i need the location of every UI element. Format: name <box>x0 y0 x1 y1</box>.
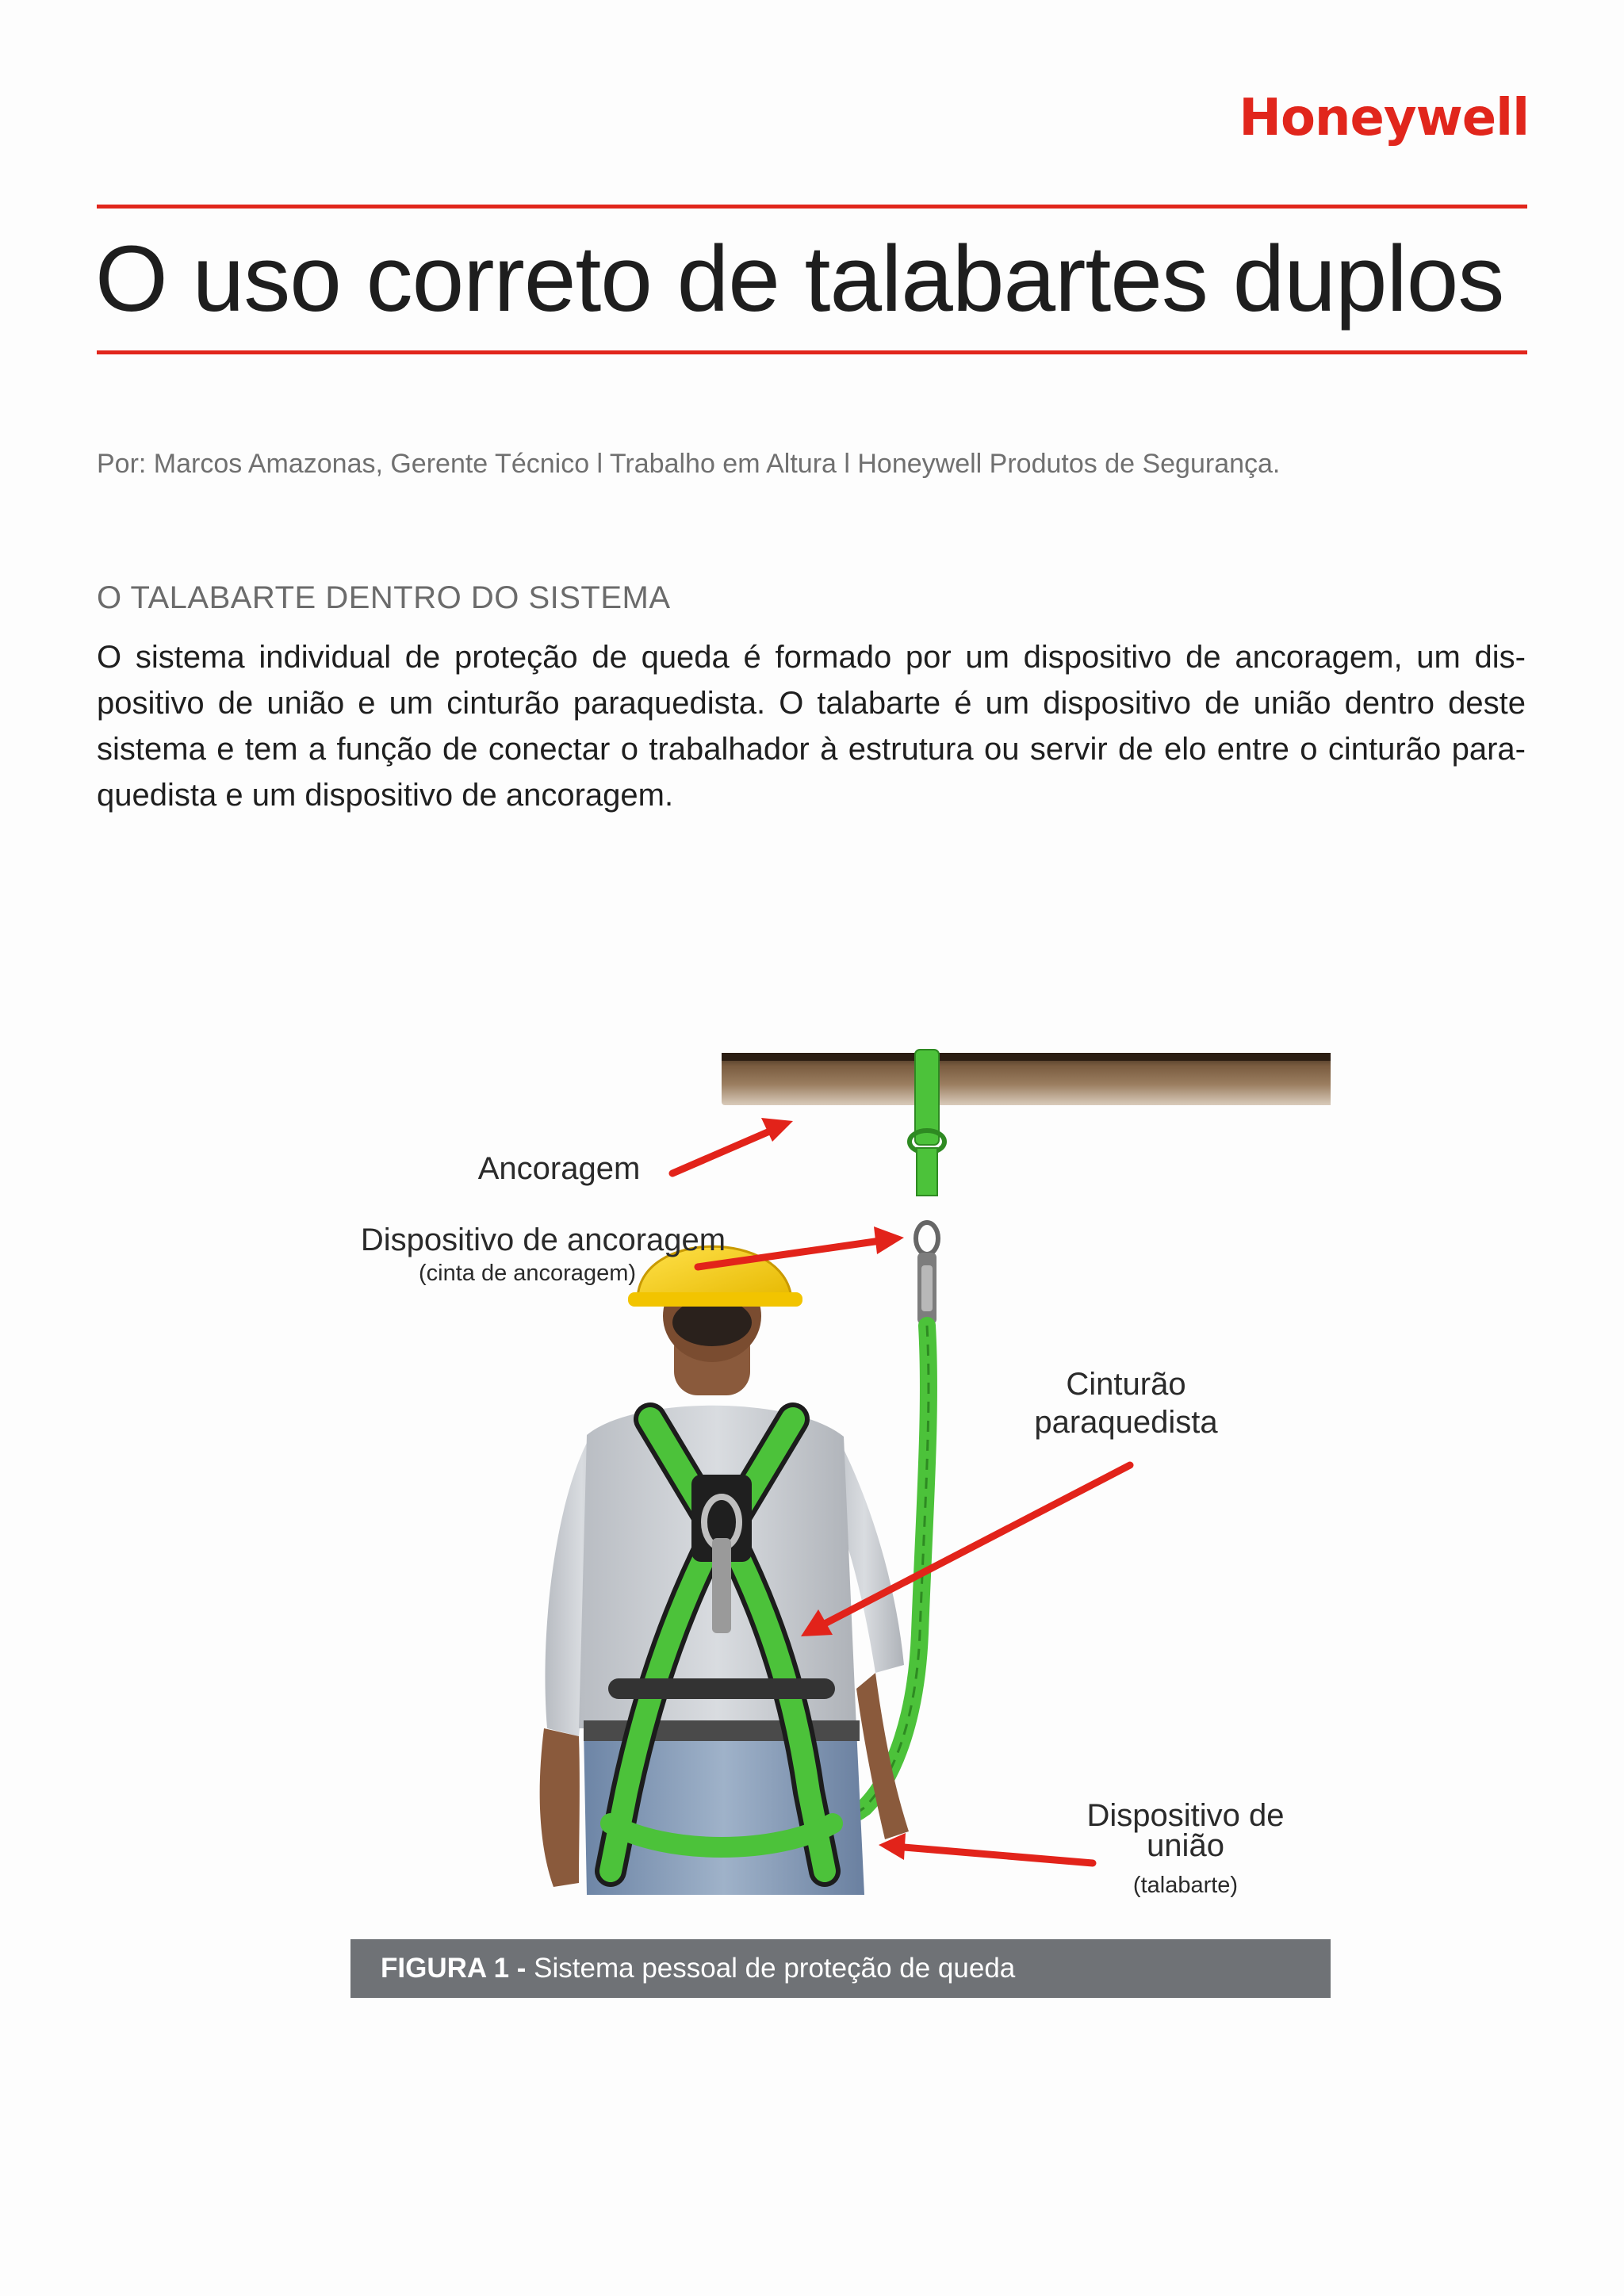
byline: Por: Marcos Amazonas, Gerente Técnico l Trabalho em Altura l Honeywell Produtos de Segurança. <box>97 449 1281 479</box>
page-title: O uso correto de talabartes duplos <box>95 227 1504 331</box>
section-paragraph: O sistema individual de proteção de queda é formado por um dispositivo de ancoragem, um dispositivo de união e um cinturão paraquedista. O talabarte é um dispositivo de união dentro deste sistema e tem a função de conectar o trabalhador à estrutura ou servir de elo entre o cinturão paraquedista e um dispositivo de ancoragem. <box>97 640 1526 813</box>
anchorage-strap <box>910 1050 944 1324</box>
label-ancoragem: Ancoragem <box>477 1151 641 1186</box>
label-cinturao-line1: Cinturão <box>1066 1367 1186 1402</box>
section-heading: O TALABARTE DENTRO DO SISTEMA <box>97 580 671 615</box>
label-dispositivo-uniao-sub: (talabarte) <box>1132 1873 1239 1898</box>
label-dispositivo-uniao-line2: união <box>1147 1828 1224 1863</box>
figure-caption <box>350 1939 1331 1998</box>
label-dispositivo-ancoragem-sub: (cinta de ancoragem) <box>418 1261 637 1286</box>
honeywell-logo: Honeywell <box>1239 89 1529 147</box>
caption-text: Sistema pessoal de proteção de queda <box>526 1953 1016 1984</box>
title-rule-bottom <box>97 350 1527 354</box>
title-rule-top <box>97 205 1527 209</box>
anchorage-beam <box>722 1053 1331 1105</box>
arrow-dispositivo-uniao <box>879 1833 1093 1863</box>
label-dispositivo-uniao-line1: Dispositivo de <box>1086 1798 1285 1833</box>
caption-number: FIGURA 1 - <box>381 1953 527 1984</box>
arrow-ancoragem <box>672 1118 793 1173</box>
figure-fall-protection <box>349 1031 1331 1938</box>
label-cinturao-line2: paraquedista <box>1034 1405 1218 1440</box>
label-dispositivo-ancoragem: Dispositivo de ancoragem <box>360 1223 726 1257</box>
